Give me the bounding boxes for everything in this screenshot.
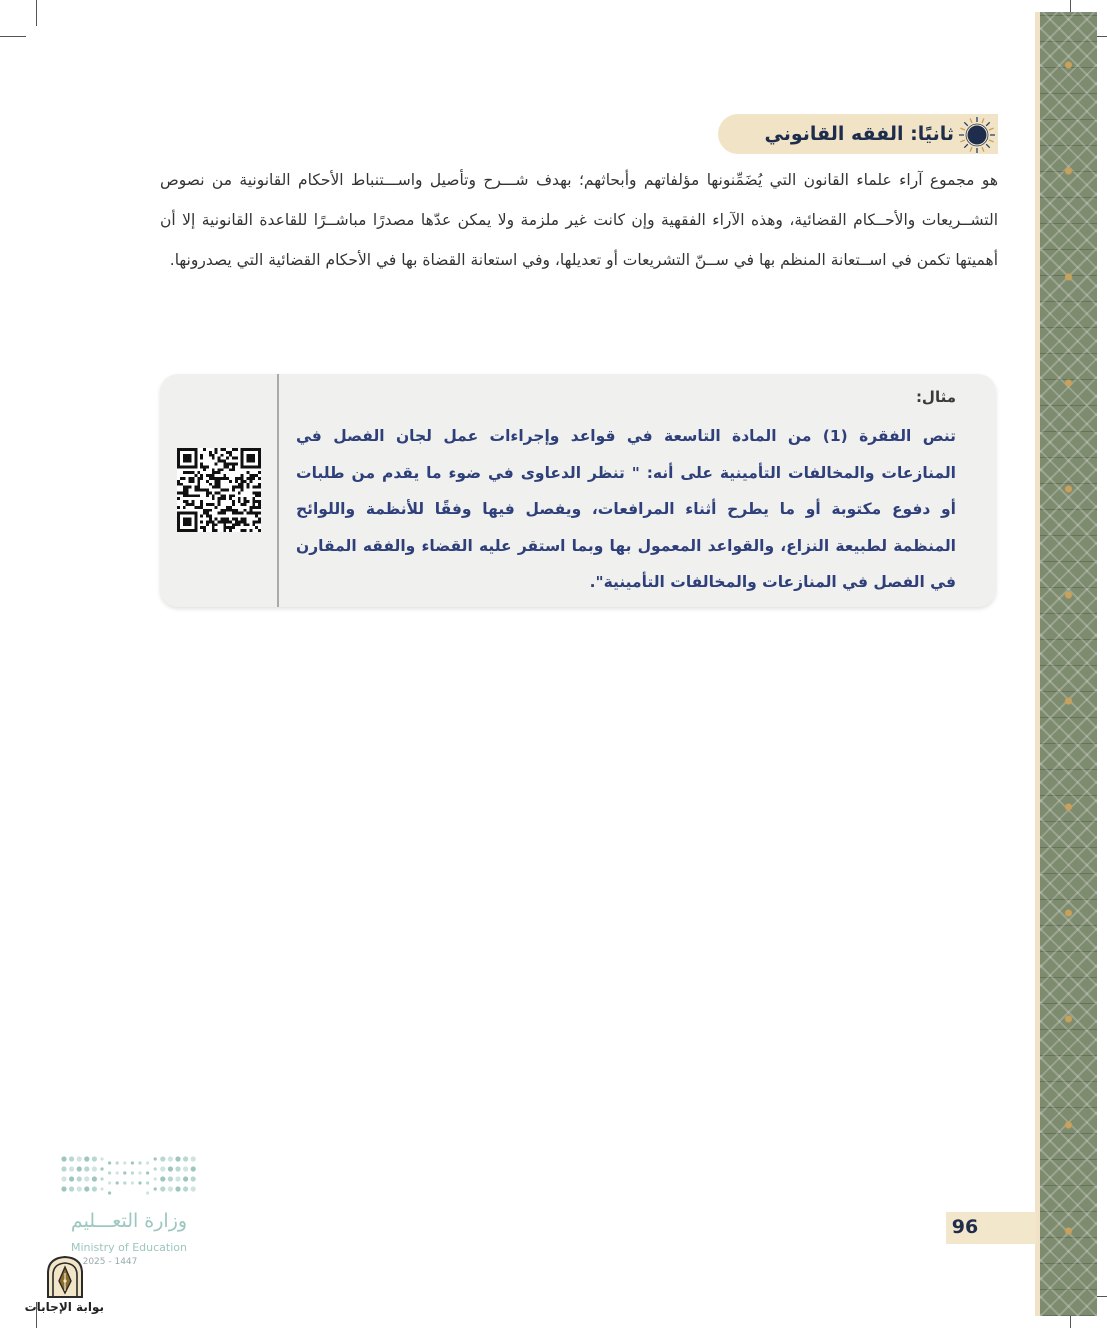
crop-mark	[36, 0, 37, 26]
page-number: 96	[951, 1216, 979, 1238]
example-text: تنص الفقرة (1) من المادة التاسعة في قواعد وإجراءات عمل لجان الفصل في المنازعات والمخالفات التأمينية على أنه: " تنظر الدعاوى في ضوء ما يقدم من طلبات أو دفوع مكتوبة أو ما يطرح أثناء المرافعات، ويفصل فيها وفقًا للأنظمة واللوائح المنظمة لطبيعة النزاع، والقواعد المعمول بها وبما استقر عليه القضاء والفقه المقارن في الفصل في المنازعات والمخالفات التأمينية".	[296, 427, 956, 591]
watermark-text: بوابة الإجابات	[24, 1300, 104, 1314]
crop-mark	[0, 36, 26, 37]
decorative-border	[1040, 12, 1097, 1316]
example-divider	[277, 374, 279, 607]
ministry-name-ar: وزارة التعـــليم	[70, 1210, 188, 1232]
example-label: مثال:	[915, 388, 956, 406]
qr-code-icon[interactable]	[177, 448, 261, 532]
star-burst-icon	[958, 116, 996, 154]
ministry-name-en: Ministry of Education	[70, 1241, 187, 1254]
body-paragraph: هو مجموع آراء علماء القانون التي يُضَمِّنونها مؤلفاتهم وأبحاثهم؛ بهدف شـــرح وتأصيل واســـتنباط الأحكام القانونية من نصوص التشــريعات والأحــكام القضائية، وهذه الآراء الفقهية وإن كانت غير ملزمة ولا يمكن عدّها مصدرًا مباشــرًا للقاعدة القانونية إلا أن أهميتها تكمن في اســتعانة المنظم بها في ســنّ التشريعات أو تعديلها، وفي استعانة القضاة بها في الأحكام القضائية التي يصدرونها.	[160, 171, 998, 269]
pen-nib-gate-icon	[44, 1255, 86, 1299]
section-heading: ثانيًا: الفقه القانوني	[764, 123, 954, 145]
ministry-logo-icon	[60, 1154, 198, 1198]
section-heading-pill	[718, 114, 998, 154]
ministry-year: 2025 - 1447	[82, 1257, 138, 1267]
